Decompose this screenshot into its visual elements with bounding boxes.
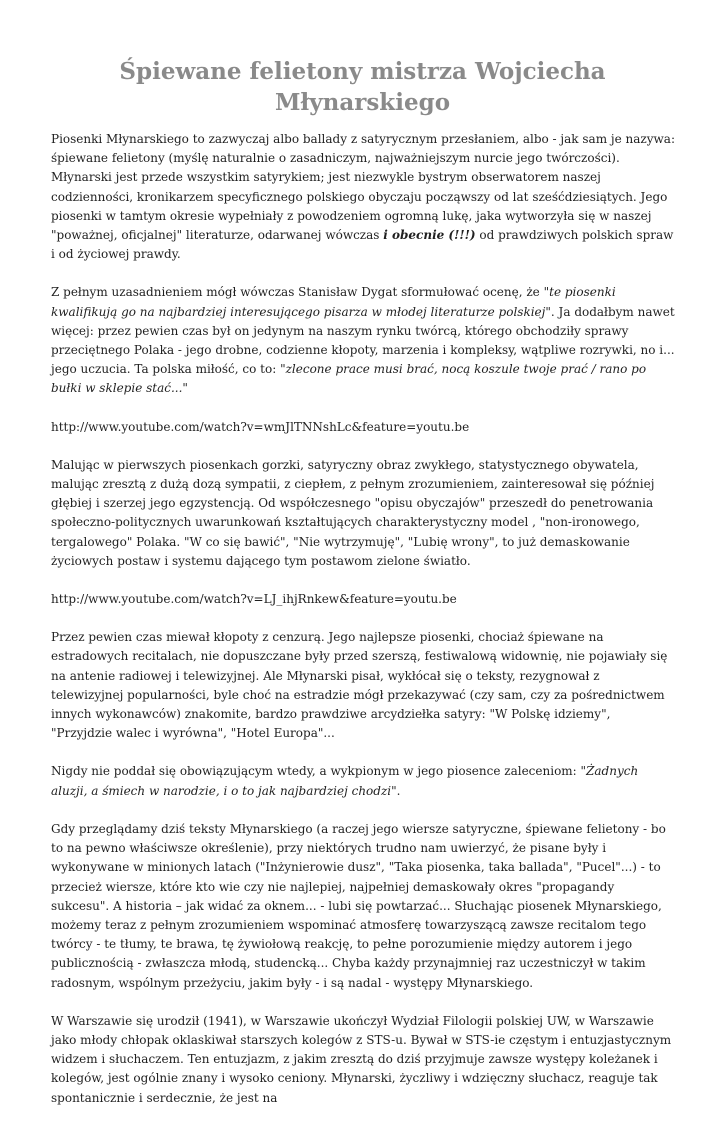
article-body xyxy=(51,130,675,1127)
p1-emphasis: i obecnie (!!!) xyxy=(383,228,476,243)
paragraph-6: Gdy przeglądamy dziś teksty Młynarskiego (a raczej jego wiersze satyryczne, śpiewane felietony - bo to na pewno właściwsze określenie), przy niektórych trudno nam uwierzyć, że pisane były i wykonywane w minionych latach ("Inżynierowie dusz", "Taka piosenka, taka ballada", "Pucel"...) - to przecież wiersze, które kto wie czy nie najlepiej, najpełniej demaskowały okres "propagandy sukcesu". A historia – jak widać za oknem... - lubi się powtarzać... Słuchając piosenek Młynarskiego, możemy teraz z pełnym zrozumieniem wspominać atmosferę towarzyszącą zawsze recitalom tego twórcy - te tłumy, te brawa, tę żywiołową reakcję, to pełne porozumienie między autorem i jego publicznością - zwłaszcza młodą, studencką... Chyba każdy przynajmniej raz uczestniczył w takim radosnym, wspólnym przeżyciu, jakim były - i są nadal - występy Młynarskiego. xyxy=(51,821,666,990)
paragraph-2 xyxy=(51,283,675,398)
p2-text-a: Z pełnym uzasadnieniem mógł wówczas Stanisław Dygat sformułować ocenę, że " xyxy=(51,285,550,300)
paragraph-3: Malując w pierwszych piosenkach gorzki, satyryczny obraz zwykłego, statystycznego obywatela, malując zresztą z dużą dozą sympatii, z ciepłem, z pełnym zrozumieniem, zainteresował się później głębiej i szerzej jego egzystencją. Od współczesnego "opisu obyczajów" przeszedł do penetrowania społeczno-politycznych uwarunkowań kształtujących charakterystyczny model , "non-ironowego, tergalowego" Polaka. "W co się bawić", "Nie wytrzymuję", "Lubię wrony", to już demaskowanie życiowych postaw i systemu dającego tym postawom zielone światło. xyxy=(51,457,655,568)
p2-text-c: ". Ja dodałbym nawet więcej: przez pewien czas był on jedynym na naszym rynku twórcą, którego obchodziły sprawy przeciętnego Polaka - jego drobne, codzienne kłopoty, marzenia i kompleksy, wątpliwe rozrywki, no i... jego uczucia. Ta polska miłość, co to: " xyxy=(51,304,675,377)
page-title: Śpiewane felietony mistrza Wojciecha Młynarskiego xyxy=(119,58,606,116)
p2-text-e: " xyxy=(182,381,188,396)
p2-quote-dygat: te piosenki kwalifikują go na najbardziej interesującego pisarza w młodej literaturze polskiej xyxy=(51,285,616,319)
p2-song-quote: zlecone prace musi brać, nocą koszule twoje prać / rano po bułki w sklepie stać... xyxy=(51,362,647,396)
paragraph-7: W Warszawie się urodził (1941), w Warszawie ukończył Wydział Filologii polskiej UW, w Warszawie jako młody chłopak oklaskiwał starszych kolegów z STS-u. Bywał w STS-ie częstym i entuzjastycznym widzem i słuchaczem. Ten entuzjazm, z jakim zresztą do dziś przyjmuje zawsze występy koleżanek i kolegów, jest ogólnie znany i wysoko ceniony. Młynarski, życzliwy i wdzięczny słuchacz, reaguje tak spontanicznie i serdecznie, że jest na xyxy=(51,1013,672,1105)
p5-text-c: ". xyxy=(391,783,401,798)
youtube-link-1[interactable]: http://www.youtube.com/watch?v=wmJlTNNshLc&feature=youtu.be xyxy=(51,419,470,434)
p1-text-a: Piosenki Młynarskiego to zazwyczaj albo ballady z satyrycznym przesłaniem, albo - jak sam je nazywa: śpiewane felietony (myślę naturalnie o zasadniczym, najważniejszym nurcie jego twórczości). Młynarski jest przede wszystkim satyrykiem; jest niezwykle bystrym obserwatorem naszej codzienności, kronikarzem specyficznego polskiego obyczaju począwszy od lat sześćdziesiątych. Jego piosenki w tamtym okresie wypełniały z powodzeniem ogromną lukę, jaka wytworzyła się w naszej "poważnej, oficjalnej" literaturze, odarwanej wówczas xyxy=(51,132,675,243)
p1-text-c: od prawdziwych polskich spraw i od życiowej prawdy. xyxy=(51,228,674,262)
p5-text-a: Nigdy nie poddał się obowiązującym wtedy, a wykpionym w jego piosence zaleceniom: " xyxy=(51,764,587,779)
p5-song-quote: Żadnych aluzji, a śmiech w narodzie, i o to jak najbardziej chodzi xyxy=(51,764,639,798)
paragraph-4: Przez pewien czas miewał kłopoty z cenzurą. Jego najlepsze piosenki, chociaż śpiewane na estradowych recitalach, nie dopuszczane były przed szerszą, festiwalową widownię, nie pojawiały się na antenie radiowej i telewizyjnej. Ale Młynarski pisał, wykłócał się o teksty, rezygnował z telewizyjnej popularności, byle choć na estradzie mógł przekazywać (czy sam, czy za pośrednictwem innych wykonawców) znakomite, bardzo prawdziwe arcydziełka satyry: "W Polskę idziemy", "Przyjdzie walec i wyrówna", "Hotel Europa"... xyxy=(51,630,668,741)
paragraph-5 xyxy=(51,762,675,800)
paragraph-1 xyxy=(51,130,675,264)
youtube-link-2[interactable]: http://www.youtube.com/watch?v=LJ_ihjRnkew&feature=youtu.be xyxy=(51,592,457,607)
